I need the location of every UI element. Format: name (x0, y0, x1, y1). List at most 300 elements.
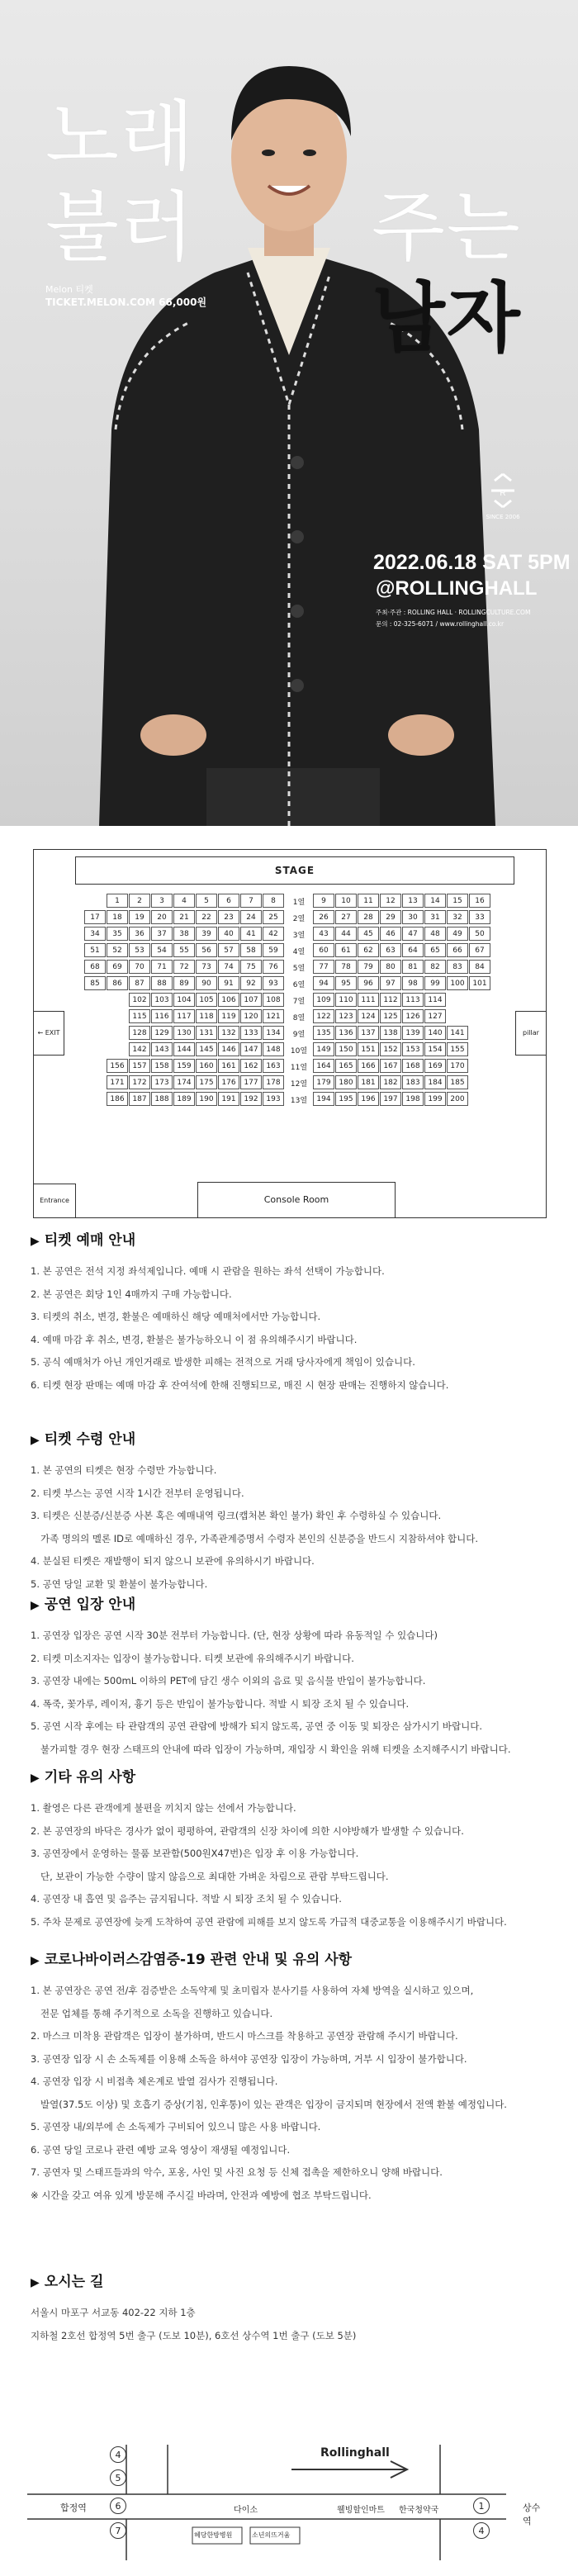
rollinghall-label: Rollinghall (320, 2446, 390, 2460)
seat: 40 (218, 927, 239, 941)
seat: 130 (173, 1026, 195, 1040)
seat: 162 (240, 1059, 262, 1073)
seat: 6 (218, 894, 239, 908)
seat: 146 (218, 1042, 239, 1056)
seat: 132 (218, 1026, 239, 1040)
section-line: 5. 공연 당일 교환 및 환불이 불가능합니다. (31, 1577, 208, 1590)
exit-1-marker: 1 (473, 2498, 490, 2514)
seat: 148 (263, 1042, 284, 1056)
row-label: 2열 (292, 915, 306, 923)
info-section (31, 1592, 551, 1761)
seat: 200 (447, 1092, 468, 1106)
seat: 192 (240, 1092, 262, 1106)
row-label: 10열 (290, 1047, 308, 1056)
seat: 101 (469, 976, 490, 990)
seat: 53 (129, 943, 150, 957)
seat: 153 (402, 1042, 424, 1056)
seat: 103 (151, 993, 173, 1007)
seat: 107 (240, 993, 262, 1007)
section-line: 1. 본 공연의 티켓은 현장 수령만 가능합니다. (31, 1464, 217, 1476)
event-date: 2022.06.18 SAT 5PM (373, 551, 571, 574)
seat: 117 (173, 1009, 195, 1023)
seat: 104 (173, 993, 195, 1007)
seat: 164 (313, 1059, 334, 1073)
section-title (31, 1592, 551, 1613)
seat: 52 (107, 943, 128, 957)
seat: 28 (358, 910, 379, 924)
title-line2b: 주는 (372, 183, 522, 272)
seat: 68 (84, 960, 106, 974)
seat: 60 (313, 943, 334, 957)
section-line: 1. 공연장 입장은 공연 시작 30분 전부터 가능합니다. (단, 현장 상황에 따라 유동적일 수 있습니다) (31, 1630, 438, 1641)
section-line: 6. 티켓 현장 판매는 예매 마감 후 잔여석에 한해 진행되므로, 매진 시 현장 판매는 진행하지 않습니다. (31, 1378, 449, 1391)
seat: 58 (240, 943, 262, 957)
seat: 165 (335, 1059, 357, 1073)
seat: 12 (380, 894, 401, 908)
row-label: 5열 (292, 965, 306, 973)
seat: 116 (151, 1009, 173, 1023)
seat: 20 (151, 910, 173, 924)
seat: 69 (107, 960, 128, 974)
exit-4-marker: 4 (110, 2446, 126, 2463)
section-title (31, 1427, 551, 1448)
seat: 5 (196, 894, 217, 908)
info-section (31, 1228, 551, 1397)
seat: 141 (447, 1026, 468, 1040)
seat-map (33, 849, 547, 1218)
seat: 86 (107, 976, 128, 990)
section-line: 4. 공연장 내 흡연 및 음주는 금지됩니다. 적발 시 퇴장 조치 될 수 있습니다. (31, 1893, 342, 1905)
info-section (31, 1947, 551, 2207)
seat: 88 (151, 976, 173, 990)
seat: 114 (424, 993, 446, 1007)
seat: 183 (402, 1075, 424, 1089)
section-title (31, 1765, 551, 1786)
section-line: 3. 공연장 내에는 500mL 이하의 PET에 담긴 생수 이외의 음료 및 음식물 반입이 불가능합니다. (31, 1675, 426, 1686)
section-line: 가족 명의의 멜론 ID로 예매하신 경우, 가족관계증명서 수령자 본인의 신분증을 반드시 지참하셔야 합니다. (40, 1532, 478, 1544)
stage: STAGE (75, 856, 514, 885)
seat: 1 (107, 894, 128, 908)
section-line: 3. 티켓은 신분증/신분증 사본 혹은 예매내역 링크(캡처본 확인 불가) 확인 후 수령하실 수 있습니다. (31, 1510, 442, 1521)
info-section (31, 1427, 551, 1596)
seat: 122 (313, 1009, 334, 1023)
seat: 151 (358, 1042, 379, 1056)
seat: 199 (424, 1092, 446, 1106)
seat: 139 (402, 1026, 424, 1040)
seat: 81 (402, 960, 424, 974)
seat: 159 (173, 1059, 195, 1073)
seat: 163 (263, 1059, 284, 1073)
seat: 48 (424, 927, 446, 941)
section-line: 단, 보관이 가능한 수량이 많지 않음으로 최대한 가벼운 차림으로 관람 부탁드립니다. (40, 1870, 389, 1882)
exit-7-marker: 7 (110, 2522, 126, 2539)
seat: 55 (173, 943, 195, 957)
seat: 170 (447, 1059, 468, 1073)
seat: 105 (196, 993, 217, 1007)
svg-text:R: R (500, 489, 506, 498)
seat: 172 (129, 1075, 150, 1089)
seat: 186 (107, 1092, 128, 1106)
seat: 93 (263, 976, 284, 990)
seat: 156 (107, 1059, 128, 1073)
road-lines (27, 2436, 547, 2560)
section-line: 발열(37.5도 이상) 및 호흡기 증상(기침, 인후통)이 있는 관객은 입장이 금지되며 현장에서 전액 환불 예정입니다. (40, 2098, 507, 2110)
ticket-label: Melon 티켓 (45, 284, 93, 295)
title-line3: 남자 (372, 274, 522, 363)
seat: 119 (218, 1009, 239, 1023)
section-line: ※ 시간을 갖고 여유 있게 방문해 주시길 바라며, 안전과 예방에 협조 부탁드립니다. (31, 2189, 372, 2201)
seat: 56 (196, 943, 217, 957)
section-line: 2. 티켓 미소지자는 입장이 불가능합니다. 티켓 보관에 유의해주시기 바랍니다. (31, 1652, 354, 1664)
seat: 66 (447, 943, 468, 957)
seat: 131 (196, 1026, 217, 1040)
seat: 195 (335, 1092, 357, 1106)
seat: 189 (173, 1092, 195, 1106)
seat: 23 (218, 910, 239, 924)
seat: 152 (380, 1042, 401, 1056)
seat: 30 (402, 910, 424, 924)
seat: 16 (469, 894, 490, 908)
seat: 99 (424, 976, 446, 990)
section-title-text: 오시는 길 (44, 2274, 104, 2290)
seat: 95 (335, 976, 357, 990)
seat: 134 (263, 1026, 284, 1040)
credits-line1: 주최·주관 : ROLLING HALL · ROLLINGCULTURE.COM (376, 609, 531, 616)
seat: 154 (424, 1042, 446, 1056)
triangle-icon: ▶ (31, 2276, 40, 2289)
section-line: 1. 촬영은 다른 관객에게 불편을 끼치지 않는 선에서 가능합니다. (31, 1802, 296, 1814)
seat: 89 (173, 976, 195, 990)
section-line: 5. 공식 예매처가 아닌 개인거래로 발생한 피해는 전적으로 거래 당사자에게 책임이 있습니다. (31, 1356, 415, 1368)
seat: 3 (151, 894, 173, 908)
seat: 72 (173, 960, 195, 974)
seat: 47 (402, 927, 424, 941)
section-line: 5. 주차 문제로 공연장에 늦게 도착하여 공연 관람에 피해를 보지 않도록 가급적 대중교통을 이용해주시기 바랍니다. (31, 1915, 507, 1928)
credits-line2: 문의 : 02-325-6071 / www.rollinghall.co.kr (376, 620, 505, 628)
row-label: 4열 (292, 948, 306, 956)
section-title (31, 2270, 551, 2290)
seat: 124 (358, 1009, 379, 1023)
triangle-icon: ▶ (31, 1954, 40, 1967)
section-line: 불가피할 경우 현장 스태프의 안내에 따라 입장이 가능하며, 재입장 시 확인을 위해 티켓을 소지해주시기 바랍니다. (40, 1743, 511, 1755)
seat: 160 (196, 1059, 217, 1073)
seat: 91 (218, 976, 239, 990)
ticket-info: TICKET.MELON.COM 66,000원 (45, 297, 207, 308)
triangle-icon: ▶ (31, 1772, 40, 1785)
seat: 10 (335, 894, 357, 908)
seat: 37 (151, 927, 173, 941)
seat: 26 (313, 910, 334, 924)
seat: 70 (129, 960, 150, 974)
seat: 180 (335, 1075, 357, 1089)
row-label: 3열 (292, 932, 306, 940)
info-section (31, 1765, 551, 1933)
seat: 36 (129, 927, 150, 941)
title-line1: 노래 (45, 93, 196, 181)
title-line2a: 불러 (45, 183, 196, 272)
row-label: 9열 (292, 1031, 306, 1039)
seat: 62 (358, 943, 379, 957)
seat: 84 (469, 960, 490, 974)
seat: 77 (313, 960, 334, 974)
daiso-label: 다이소 (234, 2506, 258, 2515)
seat: 32 (447, 910, 468, 924)
exit-sign: ← EXIT (34, 1011, 64, 1056)
shop-label: 소년의뜨거움 (252, 2531, 291, 2539)
seat: 8 (263, 894, 284, 908)
section-line: 2. 본 공연장의 바닥은 경사가 없이 평평하여, 관람객의 신장 차이에 의한 시야방해가 발생할 수 있습니다. (31, 1824, 464, 1837)
row-label: 12열 (290, 1080, 308, 1089)
seat: 100 (447, 976, 468, 990)
seat: 113 (402, 993, 424, 1007)
seat: 193 (263, 1092, 284, 1106)
seat: 108 (263, 993, 284, 1007)
seat: 9 (313, 894, 334, 908)
seat: 176 (218, 1075, 239, 1089)
seat: 157 (129, 1059, 150, 1073)
seat: 67 (469, 943, 490, 957)
seat: 92 (240, 976, 262, 990)
row-label: 1열 (292, 899, 306, 907)
seat: 79 (358, 960, 379, 974)
section-line: 4. 폭죽, 꽃가루, 레이저, 흉기 등은 반입이 불가능합니다. 적발 시 퇴장 조치 될 수 있습니다. (31, 1697, 410, 1710)
seat: 31 (424, 910, 446, 924)
section-line: 4. 분실된 티켓은 재발행이 되지 않으니 보관에 유의하시기 바랍니다. (31, 1555, 315, 1567)
seat: 43 (313, 927, 334, 941)
seat: 44 (335, 927, 357, 941)
seat: 51 (84, 943, 106, 957)
seat: 63 (380, 943, 401, 957)
exit-5-marker: 5 (110, 2469, 126, 2486)
hospital-label: 혜당한방병원 (194, 2531, 233, 2539)
seat: 178 (263, 1075, 284, 1089)
seat: 39 (196, 927, 217, 941)
seat: 110 (335, 993, 357, 1007)
seat: 76 (263, 960, 284, 974)
row-label: 11열 (290, 1064, 308, 1072)
seat: 54 (151, 943, 173, 957)
section-line: 4. 공연장 입장 시 비접촉 체온계로 발열 검사가 진행됩니다. (31, 2076, 278, 2087)
section-line: 3. 공연장 입장 시 손 소독제를 이용해 소독을 하셔야 공연장 입장이 가능하며, 거부 시 입장이 불가합니다. (31, 2052, 467, 2065)
seat: 143 (151, 1042, 173, 1056)
seat: 96 (358, 976, 379, 990)
seat: 129 (151, 1026, 173, 1040)
seat: 75 (240, 960, 262, 974)
pharmacy-label: 한국청약국 (399, 2506, 439, 2515)
section-line: 1. 본 공연은 전석 지정 좌석제입니다. 예매 시 관람을 원하는 좌석 선택이 가능합니다. (31, 1265, 385, 1277)
seat: 73 (196, 960, 217, 974)
seat: 181 (358, 1075, 379, 1089)
seat: 125 (380, 1009, 401, 1023)
seat: 142 (129, 1042, 150, 1056)
seat: 19 (129, 910, 150, 924)
section-line: 전문 업체를 통해 주기적으로 소독을 진행하고 있습니다. (40, 2007, 273, 2019)
section-line: 7. 공연자 및 스태프들과의 악수, 포옹, 사인 및 사진 요청 등 신체 접촉을 제한하오니 양해 바랍니다. (31, 2166, 443, 2178)
seat: 171 (107, 1075, 128, 1089)
section-title-text: 티켓 수령 안내 (44, 1431, 136, 1448)
seat: 97 (380, 976, 401, 990)
seat: 4 (173, 894, 195, 908)
seat: 137 (358, 1026, 379, 1040)
section-line: 지하철 2호선 합정역 5번 출구 (도보 10분), 6호선 상수역 1번 출구 (도보 5분) (31, 2329, 357, 2341)
triangle-icon: ▶ (31, 1235, 40, 1248)
sangsu-station-label: 상수역 (523, 2502, 541, 2526)
seat: 188 (151, 1092, 173, 1106)
seat: 2 (129, 894, 150, 908)
seat: 17 (84, 910, 106, 924)
seat: 198 (402, 1092, 424, 1106)
seat: 123 (335, 1009, 357, 1023)
seat: 197 (380, 1092, 401, 1106)
seat: 11 (358, 894, 379, 908)
seat: 126 (402, 1009, 424, 1023)
section-line: 3. 공연장에서 운영하는 물품 보관함(500원X47번)은 입장 후 이용 가능합니다. (31, 1848, 359, 1859)
seat: 177 (240, 1075, 262, 1089)
seat: 109 (313, 993, 334, 1007)
seat: 50 (469, 927, 490, 941)
exit-6-marker: 6 (110, 2498, 126, 2514)
seat: 187 (129, 1092, 150, 1106)
seat: 121 (263, 1009, 284, 1023)
seat: 18 (107, 910, 128, 924)
seat: 185 (447, 1075, 468, 1089)
seat: 150 (335, 1042, 357, 1056)
seat: 158 (151, 1059, 173, 1073)
section-line: 6. 공연 당일 코로나 관련 예방 교육 영상이 재생될 예정입니다. (31, 2143, 291, 2156)
directions-map (27, 2436, 547, 2560)
seat: 34 (84, 927, 106, 941)
seat: 106 (218, 993, 239, 1007)
seat: 102 (129, 993, 150, 1007)
hapjeong-station-label: 합정역 (60, 2502, 87, 2513)
seat: 35 (107, 927, 128, 941)
seat: 24 (240, 910, 262, 924)
seat: 168 (402, 1059, 424, 1073)
seat: 194 (313, 1092, 334, 1106)
row-label: 7열 (292, 998, 306, 1006)
seat: 42 (263, 927, 284, 941)
section-line: 2. 마스크 미착용 관람객은 입장이 불가하며, 반드시 마스크를 착용하고 공연장 관람해 주시기 바랍니다. (31, 2030, 458, 2042)
seat: 135 (313, 1026, 334, 1040)
seat: 65 (424, 943, 446, 957)
section-title-text: 코로나바이러스감염증-19 관련 안내 및 유의 사항 (44, 1952, 353, 1968)
seat: 82 (424, 960, 446, 974)
row-label: 13열 (290, 1097, 308, 1105)
logo (474, 472, 532, 520)
seat: 175 (196, 1075, 217, 1089)
info-section (31, 2270, 551, 2347)
section-line: 2. 티켓 부스는 공연 시작 1시간 전부터 운영됩니다. (31, 1487, 244, 1499)
seat: 64 (402, 943, 424, 957)
seat: 149 (313, 1042, 334, 1056)
seat: 29 (380, 910, 401, 924)
seat: 128 (129, 1026, 150, 1040)
seat: 46 (380, 927, 401, 941)
seat: 78 (335, 960, 357, 974)
seat: 13 (402, 894, 424, 908)
triangle-icon: ▶ (31, 1599, 40, 1612)
seat: 41 (240, 927, 262, 941)
seat: 94 (313, 976, 334, 990)
seat: 191 (218, 1092, 239, 1106)
seat: 71 (151, 960, 173, 974)
seat: 87 (129, 976, 150, 990)
seat: 14 (424, 894, 446, 908)
section-title-text: 공연 입장 안내 (44, 1596, 136, 1613)
seat: 112 (380, 993, 401, 1007)
section-line: 5. 공연 시작 후에는 타 관람객의 공연 관람에 방해가 되지 않도록, 공연 중 이동 및 퇴장은 삼가시기 바랍니다. (31, 1720, 483, 1732)
mart-label: 웰빙할인마트 (337, 2506, 385, 2515)
seat: 138 (380, 1026, 401, 1040)
section-title-text: 티켓 예매 안내 (44, 1232, 136, 1249)
seat: 38 (173, 927, 195, 941)
seat: 61 (335, 943, 357, 957)
seat: 118 (196, 1009, 217, 1023)
seat: 147 (240, 1042, 262, 1056)
seat: 167 (380, 1059, 401, 1073)
section-line: 서울시 마포구 서교동 402-22 지하 1층 (31, 2307, 196, 2318)
seat: 22 (196, 910, 217, 924)
seat: 57 (218, 943, 239, 957)
section-line: 4. 예매 마감 후 취소, 변경, 환불은 불가능하오니 이 점 유의해주시기 바랍니다. (31, 1333, 358, 1345)
seat: 145 (196, 1042, 217, 1056)
section-line: 1. 본 공연장은 공연 전/후 검증받은 소독약제 및 초미립자 분사기를 사용하여 자체 방역을 실시하고 있으며, (31, 1985, 474, 1996)
seat: 140 (424, 1026, 446, 1040)
section-title (31, 1947, 551, 1968)
triangle-icon: ▶ (31, 1434, 40, 1447)
seat: 127 (424, 1009, 446, 1023)
console-room: Console Room (197, 1182, 396, 1217)
seat: 90 (196, 976, 217, 990)
row-label: 8열 (292, 1014, 306, 1022)
seat: 15 (447, 894, 468, 908)
seat: 196 (358, 1092, 379, 1106)
seat: 25 (263, 910, 284, 924)
seat: 80 (380, 960, 401, 974)
seat: 182 (380, 1075, 401, 1089)
section-line: 2. 본 공연은 회당 1인 4매까지 구매 가능합니다. (31, 1288, 232, 1300)
seat: 174 (173, 1075, 195, 1089)
seat: 115 (129, 1009, 150, 1023)
seat: 136 (335, 1026, 357, 1040)
seat: 155 (447, 1042, 468, 1056)
logo-text: SINCE 2006 (486, 514, 520, 520)
seat: 161 (218, 1059, 239, 1073)
seat: 144 (173, 1042, 195, 1056)
seat: 27 (335, 910, 357, 924)
section-line: 3. 티켓의 취소, 변경, 환불은 예매하신 해당 예매처에서만 가능합니다. (31, 1311, 321, 1322)
seat: 111 (358, 993, 379, 1007)
seat: 7 (240, 894, 262, 908)
seat: 184 (424, 1075, 446, 1089)
section-line: 5. 공연장 내/외부에 손 소독제가 구비되어 있으니 많은 사용 바랍니다. (31, 2121, 321, 2132)
seat: 33 (469, 910, 490, 924)
seat: 173 (151, 1075, 173, 1089)
logo-mark-icon (486, 472, 519, 509)
seat: 166 (358, 1059, 379, 1073)
poster (0, 0, 578, 826)
section-title-text: 기타 유의 사항 (44, 1769, 136, 1786)
exit-4b-marker: 4 (473, 2522, 490, 2539)
seat: 98 (402, 976, 424, 990)
event-venue: @ROLLINGHALL (376, 577, 538, 600)
seat: 49 (447, 927, 468, 941)
seat: 133 (240, 1026, 262, 1040)
seat: 120 (240, 1009, 262, 1023)
seat: 21 (173, 910, 195, 924)
seat: 59 (263, 943, 284, 957)
seat: 83 (447, 960, 468, 974)
